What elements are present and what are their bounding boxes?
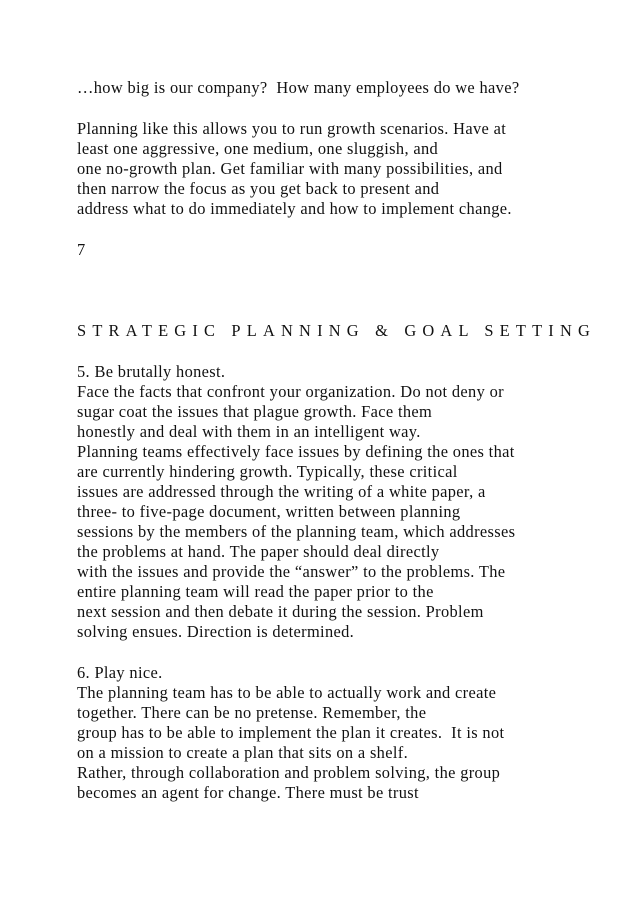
item-title: 5. Be brutally honest. bbox=[77, 362, 226, 381]
text-line: Planning like this allows you to run growth scenarios. Have at bbox=[77, 119, 507, 138]
text-line: next session and then debate it during the session. Problem bbox=[77, 602, 484, 621]
text-line: Planning teams effectively face issues by defining the ones that bbox=[77, 442, 515, 461]
text-line: then narrow the focus as you get back to present and bbox=[77, 179, 440, 198]
text-line: are currently hindering growth. Typically, these critical bbox=[77, 462, 458, 481]
item-title: 6. Play nice. bbox=[77, 663, 163, 682]
text-line: address what to do immediately and how to implement change. bbox=[77, 199, 512, 218]
section-heading: STRATEGIC PLANNING & GOAL SETTING bbox=[77, 321, 597, 340]
text-line: the problems at hand. The paper should deal directly bbox=[77, 542, 440, 561]
text-line: with the issues and provide the “answer” to the problems. The bbox=[77, 562, 506, 581]
text-line: on a mission to create a plan that sits on a shelf. bbox=[77, 743, 409, 762]
text-line: …how big is our company? How many employees do we have? bbox=[77, 78, 520, 97]
page-number: 7 bbox=[77, 240, 86, 259]
text-line: Rather, through collaboration and problem solving, the group bbox=[77, 763, 501, 782]
text-line: three- to five-page document, written between planning bbox=[77, 502, 461, 521]
text-line: The planning team has to be able to actually work and create bbox=[77, 683, 497, 702]
text-line: least one aggressive, one medium, one sluggish, and bbox=[77, 139, 439, 158]
text-line: one no-growth plan. Get familiar with many possibilities, and bbox=[77, 159, 503, 178]
text-line: sugar coat the issues that plague growth. Face them bbox=[77, 402, 433, 421]
text-line: together. There can be no pretense. Remember, the bbox=[77, 703, 427, 722]
text-line: Face the facts that confront your organization. Do not deny or bbox=[77, 382, 504, 401]
text-line: solving ensues. Direction is determined. bbox=[77, 622, 355, 641]
text-line: issues are addressed through the writing of a white paper, a bbox=[77, 482, 486, 501]
text-line: honestly and deal with them in an intelligent way. bbox=[77, 422, 421, 441]
text-line: becomes an agent for change. There must be trust bbox=[77, 783, 419, 802]
text-line: entire planning team will read the paper prior to the bbox=[77, 582, 434, 601]
text-line: sessions by the members of the planning team, which addresses bbox=[77, 522, 516, 541]
text-line: group has to be able to implement the plan it creates. It is not bbox=[77, 723, 505, 742]
